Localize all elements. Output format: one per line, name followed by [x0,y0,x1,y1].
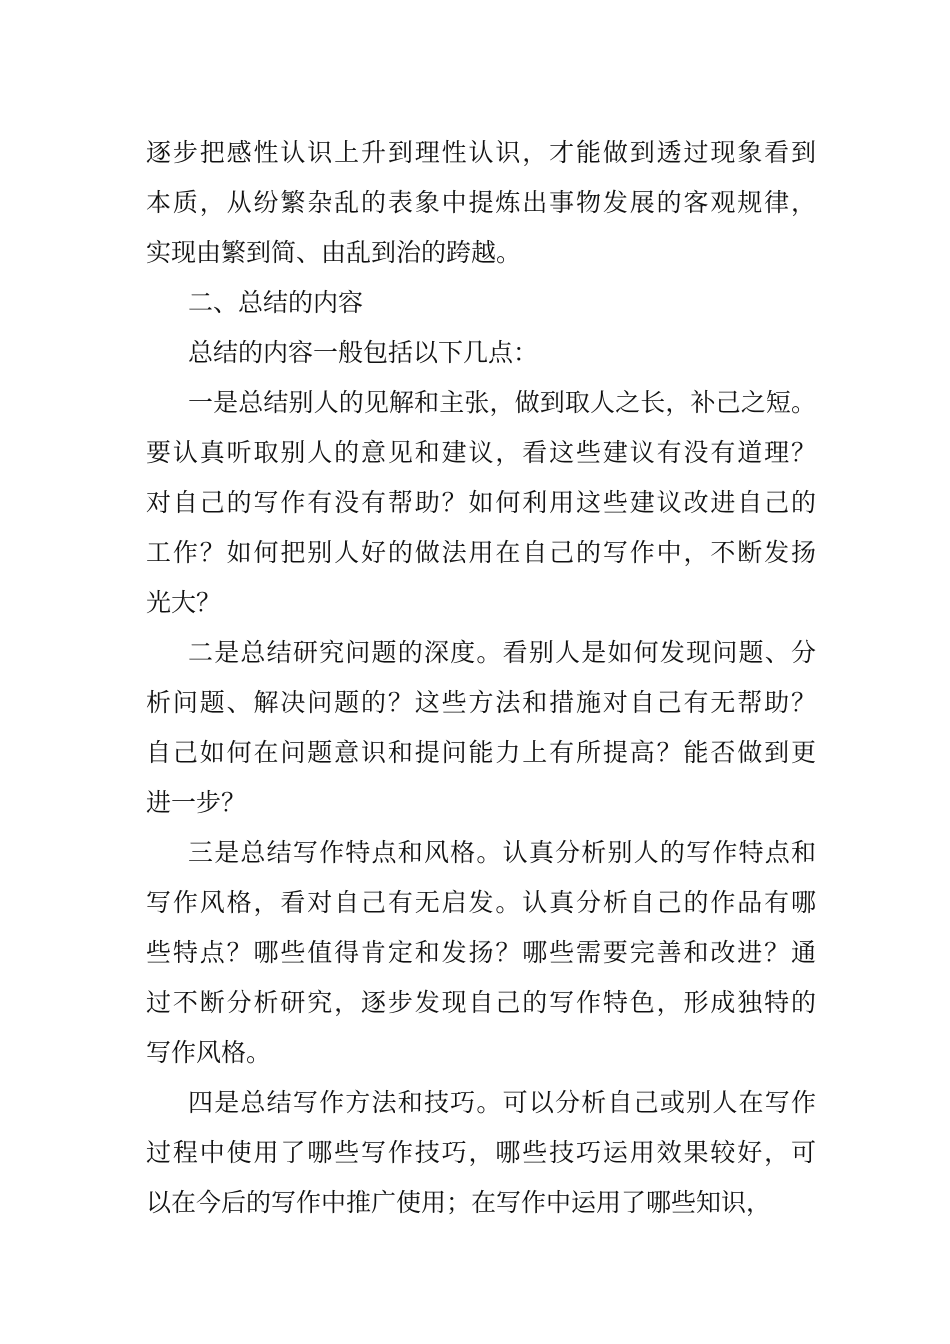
text-line: 过不断分析研究，逐步发现自己的写作特色，形成独特的 [146,988,816,1017]
text-line: 总结的内容一般包括以下几点： [188,338,539,367]
text-line: 二、总结的内容 [188,288,364,317]
paragraph-point-2 [146,628,816,828]
text-line: 光大？ [146,588,222,617]
paragraph-point-4 [146,1078,816,1228]
text-line: 本质，从纷繁杂乱的表象中提炼出事物发展的客观规律， [146,188,816,217]
text-line: 自己如何在问题意识和提问能力上有所提高？能否做到更 [146,738,816,767]
text-line: 进一步？ [146,788,247,817]
text-line: 析问题、解决问题的？这些方法和措施对自己有无帮助？ [146,688,816,717]
text-line: 要认真听取别人的意见和建议，看这些建议有没有道理？ [146,438,816,467]
text-line: 三是总结写作特点和风格。认真分析别人的写作特点和 [188,838,816,867]
text-line: 一是总结别人的见解和主张，做到取人之长，补己之短。 [188,388,816,417]
text-line: 写作风格。 [146,1038,272,1067]
paragraph-heading-2 [146,278,816,328]
text-line: 实现由繁到简、由乱到治的跨越。 [146,238,522,267]
text-line: 四是总结写作方法和技巧。可以分析自己或别人在写作 [188,1088,816,1117]
body-text [146,128,816,1228]
text-line: 工作？如何把别人好的做法用在自己的写作中，不断发扬 [146,538,816,567]
text-line: 对自己的写作有没有帮助？如何利用这些建议改进自己的 [146,488,816,517]
text-line: 逐步把感性认识上升到理性认识，才能做到透过现象看到 [146,138,816,167]
text-line: 些特点？哪些值得肯定和发扬？哪些需要完善和改进？通 [146,938,816,967]
text-line: 以在今后的写作中推广使用；在写作中运用了哪些知识， [146,1188,772,1217]
paragraph-continuation [146,128,816,278]
text-line: 二是总结研究问题的深度。看别人是如何发现问题、分 [188,638,816,667]
paragraph-point-1 [146,378,816,628]
paragraph-point-3 [146,828,816,1078]
text-line: 过程中使用了哪些写作技巧，哪些技巧运用效果较好，可 [146,1138,816,1167]
text-line: 写作风格，看对自己有无启发。认真分析自己的作品有哪 [146,888,816,917]
paragraph-intro [146,328,816,378]
